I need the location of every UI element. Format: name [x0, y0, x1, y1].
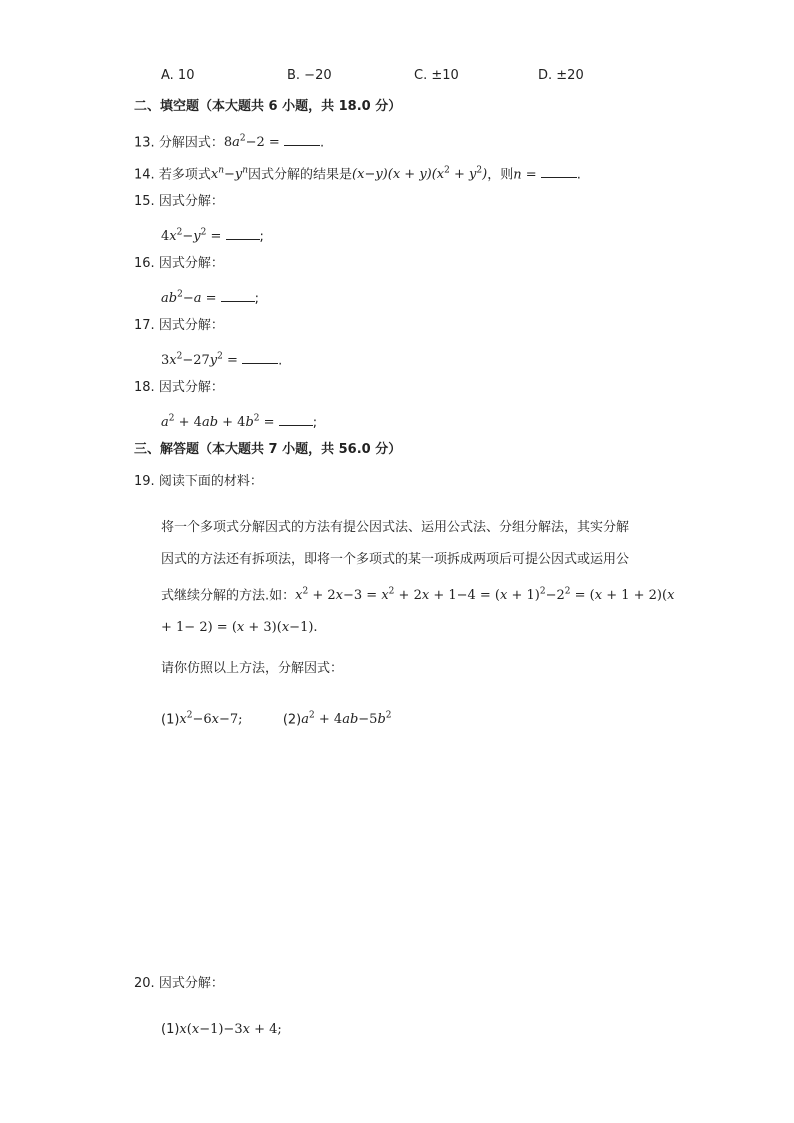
question-13: 13. 分解因式：$8a^2-2$ = . — [134, 134, 325, 151]
option-b: B. −20 — [287, 68, 332, 83]
q19-instruction: 请你仿照以上方法，分解因式： — [161, 661, 344, 676]
q20-part-1: (1)x(x−1)−3x + 4; — [161, 1022, 282, 1037]
question-15: 15. 因式分解： — [134, 194, 224, 209]
q15-expression: $4x^2-y^2$ = ; — [161, 228, 264, 245]
q19-part-1: $x^2-6x-7$; — [179, 711, 243, 728]
answer-blank[interactable] — [279, 413, 313, 426]
option-c: C. ±10 — [414, 68, 459, 83]
q14-factored: $(x-y)(x + y)(x^2 + y^2)$ — [352, 166, 488, 183]
q16-expression: $ab^2-a$ = ; — [161, 290, 260, 307]
answer-blank[interactable] — [541, 165, 577, 178]
question-17: 17. 因式分解： — [134, 318, 224, 333]
answer-blank[interactable] — [221, 289, 255, 302]
q14-polynomial: $x^n-y^n$ — [210, 166, 249, 183]
question-14: 14. 若多项式$x^n-y^n$因式分解的结果是$(x-y)(x + y)(x^2 + y^2)$，则n = . — [134, 166, 581, 183]
q17-expression: $3x^2-27y^2$ = . — [161, 352, 283, 369]
answer-blank[interactable] — [242, 351, 278, 364]
answer-blank[interactable] — [284, 133, 320, 146]
section-2-heading: 二、填空题（本大题共 6 小题，共 18.0 分） — [134, 99, 402, 114]
section-3-heading: 三、解答题（本大题共 7 小题，共 56.0 分） — [134, 442, 402, 457]
question-16: 16. 因式分解： — [134, 256, 224, 271]
q19-part-2: $a^2 + 4ab-5b^2$ — [301, 711, 392, 728]
question-19: 19. 阅读下面的材料： — [134, 474, 263, 489]
answer-blank[interactable] — [226, 227, 260, 240]
q19-parts: $(1)x^2-6x-7$; $(2)a^2 + 4ab-5b^2$ — [161, 711, 392, 728]
q13-expression: $8a^2-2$ = — [223, 134, 284, 151]
option-a: A. 10 — [161, 68, 195, 83]
option-d: D. ±20 — [538, 68, 584, 83]
question-20: 20. 因式分解： — [134, 976, 224, 991]
q19-example-expression: $x^2 + 2x-3 = x^2 + 2x + 1-4 = (x + 1)^2-2^2 = (x + 1 + 2)(x$ — [295, 587, 675, 604]
question-18: 18. 因式分解： — [134, 380, 224, 395]
q19-material: 将一个多项式分解因式的方法有提公因式法、运用公式法、分组分解法，其实分解 因式的方法还有拆项法，即将一个多项式的某一项拆成两项后可提公因式或运用公 式继续分解的方法.如：$x^2 + 2x-3 = x^2 + 2x + 1-4 = (x + 1)^2-2^2 = (x + 1 + 2)(x$ + 1− 2) = (x + 3)(x−1). — [161, 520, 675, 636]
q18-expression: $a^2 + 4ab + 4b^2$ = ; — [161, 414, 318, 431]
